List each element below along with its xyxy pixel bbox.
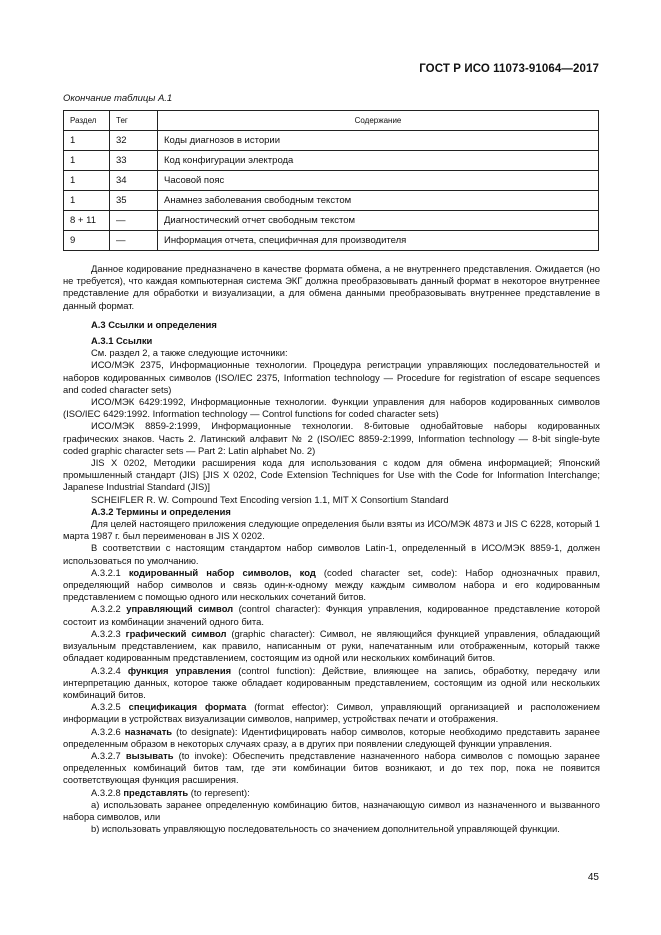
definition-text: (to designate): Идентифицировать набор символов, которые необходимо представить заранее определенным образом в некоторых случаях сразу, а в других при появлении следующей функции управления. bbox=[63, 725, 600, 749]
definition-term: функция управления bbox=[127, 664, 232, 676]
cell-tag: 32 bbox=[110, 131, 158, 151]
definition-number: А.3.2.1 bbox=[91, 566, 129, 578]
definition-number: А.3.2.8 bbox=[91, 786, 124, 798]
cell-tag: 34 bbox=[110, 171, 158, 191]
cell-tag: 33 bbox=[110, 151, 158, 171]
table-header-row bbox=[64, 111, 599, 131]
cell-section: 1 bbox=[64, 191, 110, 211]
cell-tag: — bbox=[110, 231, 158, 251]
cell-section: 1 bbox=[64, 151, 110, 171]
definition-number: А.3.2.5 bbox=[91, 701, 129, 713]
definition-term: вызывать bbox=[125, 749, 174, 761]
definition-text: (to invoke): Обеспечить представление назначенного набора символов с помощью заранее определенных комбинаций битов там, где эти комбинации битов возникают, и до тех пор, пока не появится соответствующая функция расширения. bbox=[63, 749, 600, 786]
cell-section: 1 bbox=[64, 131, 110, 151]
references-intro: См. раздел 2, а также следующие источники: bbox=[91, 347, 288, 359]
cell-section: 9 bbox=[64, 231, 110, 251]
definition-term: представлять bbox=[123, 786, 189, 798]
definition-item bbox=[63, 665, 600, 702]
definitions-default-charset: В соответствии с настоящим стандартом набор символов Latin-1, определенный в ИСО/МЭК 8859-1, должен использоваться по умолчанию. bbox=[63, 542, 600, 566]
definition-term: спецификация формата bbox=[128, 701, 247, 713]
subsection-heading-a32: А.3.2 Термины и определения bbox=[91, 505, 231, 517]
definition-item bbox=[63, 787, 600, 799]
definition-text: (graphic character): Символ, не являющийся функцией управления, обладающий визуальным представлением, как правило, написанным от руки, напечатанным или отображенным, который также обладает кодированным представлением, состоящим из одной или нескольких комбинаций битов. bbox=[63, 627, 600, 664]
definition-text: (control character): Функция управления, кодированное представление которой состоит из комбинации значений одного бита. bbox=[63, 603, 600, 627]
table-row bbox=[64, 231, 599, 251]
reference-item: ИСО/МЭК 2375, Информационные технологии. Процедура регистрации управляющих последовательностей и наборов кодированных символов (ISO/IEC 2375, Information technology — Procedure for registration of escape sequences and coded character sets) bbox=[63, 359, 600, 395]
definition-term: назначать bbox=[124, 725, 173, 737]
definition-item bbox=[63, 567, 600, 604]
table-row bbox=[64, 151, 599, 171]
subsection-heading-a31: А.3.1 Ссылки bbox=[91, 335, 153, 347]
cell-content: Анамнез заболевания свободным текстом bbox=[158, 191, 599, 211]
definition-number: А.3.2.6 bbox=[91, 725, 125, 737]
definition-term: управляющий символ bbox=[126, 603, 234, 615]
column-header-section: Раздел bbox=[64, 111, 110, 131]
definition-text: (to represent): bbox=[188, 786, 250, 798]
cell-content: Код конфигурации электрода bbox=[158, 151, 599, 171]
table-caption: Окончание таблицы А.1 bbox=[63, 93, 173, 104]
definition-term: кодированный набор символов, код bbox=[128, 566, 316, 578]
definition-text: (format effector): Символ, управляющий организацией и расположением информации в устройствах визуализации символов, например, устройствах печати и отображения. bbox=[63, 701, 600, 725]
definition-item bbox=[63, 628, 600, 665]
definition-number: А.3.2.7 bbox=[91, 749, 126, 761]
reference-item: JIS X 0202, Методики расширения кода для использования с кодом для обмена информацией; Японский промышленный стандарт (JIS) [JIS X 0202, Code Extension Techniques for Use with the Code for Information Interchange; Japanese Industrial Standard (JIS)] bbox=[63, 457, 600, 493]
definitions-intro: Для целей настоящего приложения следующие определения были взяты из ИСО/МЭК 4873 и JIS C 6228, который 1 марта 1987 г. был переименован в JIS X 0202. bbox=[63, 518, 600, 542]
definition-subitem-b: b) использовать управляющую последовательность со значением дополнительной управляющей функции. bbox=[91, 823, 560, 835]
cell-tag: 35 bbox=[110, 191, 158, 211]
cell-section: 1 bbox=[64, 171, 110, 191]
table-row bbox=[64, 211, 599, 231]
definition-text: (coded character set, code): Набор однозначных правил, определяющий набор символов и связь один-к-одному между каждым символом набора и его кодированным представлением с помощью одного или нескольких сочетаний битов. bbox=[63, 566, 600, 603]
reference-item: SCHEIFLER R. W. Compound Text Encoding version 1.1, MIT X Consortium Standard bbox=[91, 493, 449, 505]
document-standard-header: ГОСТ Р ИСО 11073-91064—2017 bbox=[419, 63, 599, 75]
definition-item bbox=[63, 750, 600, 787]
table-row bbox=[64, 131, 599, 151]
definition-term: графический символ bbox=[125, 627, 227, 639]
column-header-content: Содержание bbox=[158, 111, 599, 131]
intro-paragraph: Данное кодирование предназначено в качестве формата обмена, а не внутреннего представления. Ожидается (но не требуется), что каждая компьютерная система ЭКГ должна преобразовывать данный формат в некоторое внутреннее представление для обработки и визуализации, а для обмена данными преобразовывать внутреннее представление в данный формат. bbox=[63, 263, 600, 311]
definition-item bbox=[63, 701, 600, 725]
table-row bbox=[64, 191, 599, 211]
definition-number: А.3.2.3 bbox=[91, 627, 126, 639]
codes-table bbox=[63, 110, 599, 251]
cell-content: Часовой пояс bbox=[158, 171, 599, 191]
table-row bbox=[64, 171, 599, 191]
cell-content: Диагностический отчет свободным текстом bbox=[158, 211, 599, 231]
reference-item: ИСО/МЭК 8859-2:1999, Информационные технологии. 8-битовые однобайтовые наборы кодированных графических знаков. Часть 2. Латинский алфавит № 2 (ISO/IEC 8859-2:1999, Information technology — 8-bit single-byte coded graphic character sets — Part 2: Latin alphabet No. 2) bbox=[63, 420, 600, 456]
definition-text: (control function): Действие, влияющее на запись, обработку, передачу или интерпретацию данных, которое также обладает кодированным представлением, состоящим из одной или нескольких комбинаций битов. bbox=[63, 664, 600, 700]
document-body bbox=[63, 263, 600, 835]
section-heading-a3: А.3 Ссылки и определения bbox=[91, 318, 217, 330]
cell-tag: — bbox=[110, 211, 158, 231]
definition-number: А.3.2.4 bbox=[91, 664, 128, 676]
reference-item: ИСО/МЭК 6429:1992, Информационные технологии. Функции управления для наборов кодированных символов (ISO/IEC 6429:1992. Information technology — Control functions for coded character sets) bbox=[63, 396, 600, 420]
page-number: 45 bbox=[587, 872, 599, 883]
definition-item bbox=[63, 603, 600, 627]
cell-section: 8 + 11 bbox=[64, 211, 110, 231]
column-header-tag: Тег bbox=[110, 111, 158, 131]
definition-subitem-a: a) использовать заранее определенную комбинацию битов, назначающую символ из назначенного и вызванного набора символов, или bbox=[63, 798, 600, 822]
definition-item bbox=[63, 726, 600, 750]
cell-content: Коды диагнозов в истории bbox=[158, 131, 599, 151]
definition-number: А.3.2.2 bbox=[91, 603, 127, 615]
cell-content: Информация отчета, специфичная для производителя bbox=[158, 231, 599, 251]
